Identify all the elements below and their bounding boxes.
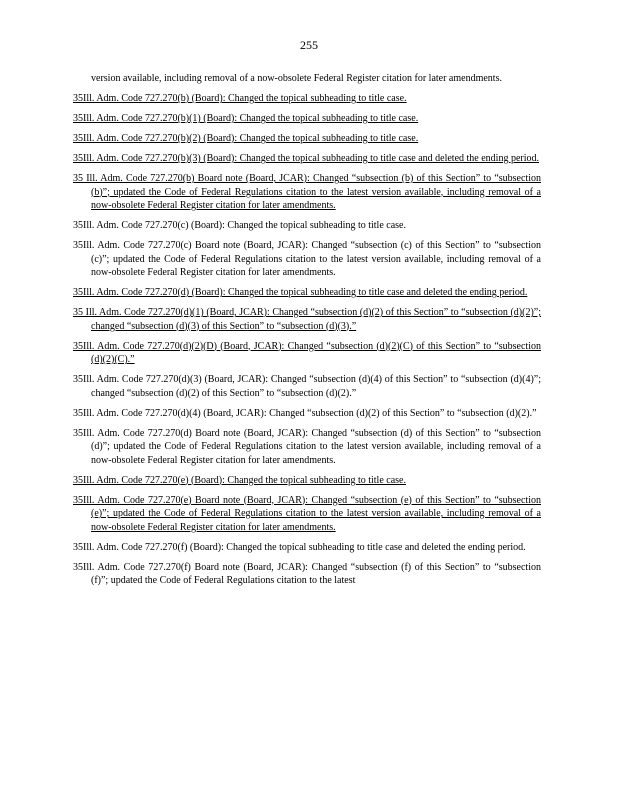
amendment-entry: 35Ill. Adm. Code 727.270(b) (Board): Changed the topical subheading to title case. (73, 93, 407, 104)
amendment-entry: 35Ill. Adm. Code 727.270(c) Board note (Board, JCAR): Changed “subsection (c) of this Section” to “subsection (c)”; updated the Code of Federal Regulations citation to the latest version available, including removal of a now-obsolete Federal Register citation for later amendments. (73, 240, 541, 278)
amendment-entry: 35Ill. Adm. Code 727.270(d) (Board): Changed the topical subheading to title case and deleted the ending period. (73, 287, 528, 298)
document-body (73, 72, 541, 594)
amendment-entry: 35Ill. Adm. Code 727.270(b)(2) (Board): Changed the topical subheading to title case. (73, 133, 419, 144)
amendment-entry: 35Ill. Adm. Code 727.270(f) (Board): Changed the topical subheading to title case and deleted the ending period. (73, 541, 526, 553)
page-number: 255 (300, 38, 318, 52)
amendment-entry: 35Ill. Adm. Code 727.270(d) Board note (Board, JCAR): Changed “subsection (d) of this Section” to “subsection (d)”; updated the Code of Federal Regulations citation to the latest version available, including removal of a now-obsolete Federal Register citation for later amendments. (73, 427, 541, 466)
amendment-entry: 35Ill. Adm. Code 727.270(d)(4) (Board, JCAR): Changed “subsection (d)(2) of this Section” to “subsection (d)(2).” (73, 407, 537, 419)
amendment-entry: 35Ill. Adm. Code 727.270(d)(3) (Board, JCAR): Changed “subsection (d)(4) of this Section” to “subsection (d)(4)”; changed “subsection (d)(2) of this Section” to “subsection (d)(2).” (73, 374, 541, 399)
amendment-entry: 35Ill. Adm. Code 727.270(c) (Board): Changed the topical subheading to title case. (73, 220, 406, 231)
amendment-entry: 35Ill. Adm. Code 727.270(f) Board note (Board, JCAR): Changed “subsection (f) of this Section” to “subsection (f)”; updated the Code of Federal Regulations citation to the latest (73, 561, 541, 586)
amendment-entry: 35Ill. Adm. Code 727.270(e) (Board): Changed the topical subheading to title case. (73, 474, 406, 486)
amendment-entry: 35Ill. Adm. Code 727.270(b)(3) (Board): Changed the topical subheading to title case and deleted the ending period. (73, 153, 539, 164)
amendment-entry: 35 Ill. Adm. Code 727.270(d)(1) (Board, JCAR): Changed “subsection (d)(2) of this Section” to “subsection (d)(2)”; changed “subsection (d)(3) of this Section” to “subsection (d)(3).” (73, 307, 541, 332)
amendment-entry: 35Ill. Adm. Code 727.270(b)(1) (Board): Changed the topical subheading to title case. (73, 113, 419, 124)
amendment-entry: version available, including removal of a now-obsolete Federal Register citation for later amendments. (91, 73, 502, 84)
amendment-entry: 35Ill. Adm. Code 727.270(d)(2)(D) (Board, JCAR): Changed “subsection (d)(2)(C) of this Section” to “subsection (d)(2)(C).” (73, 340, 541, 365)
amendment-entry: 35Ill. Adm. Code 727.270(e) Board note (Board, JCAR): Changed “subsection (e) of this Section” to “subsection (e)”; updated the Code of Federal Regulations citation to the latest version available, including removal of a now-obsolete Federal Register citation for later amendments. (73, 494, 541, 533)
amendment-entry: 35 Ill. Adm. Code 727.270(b) Board note (Board, JCAR): Changed “subsection (b) of this Section” to “subsection (b)”; updated the Code of Federal Regulations citation to the latest version available, including removal of a now-obsolete Federal Register citation for later amendments. (73, 173, 541, 211)
